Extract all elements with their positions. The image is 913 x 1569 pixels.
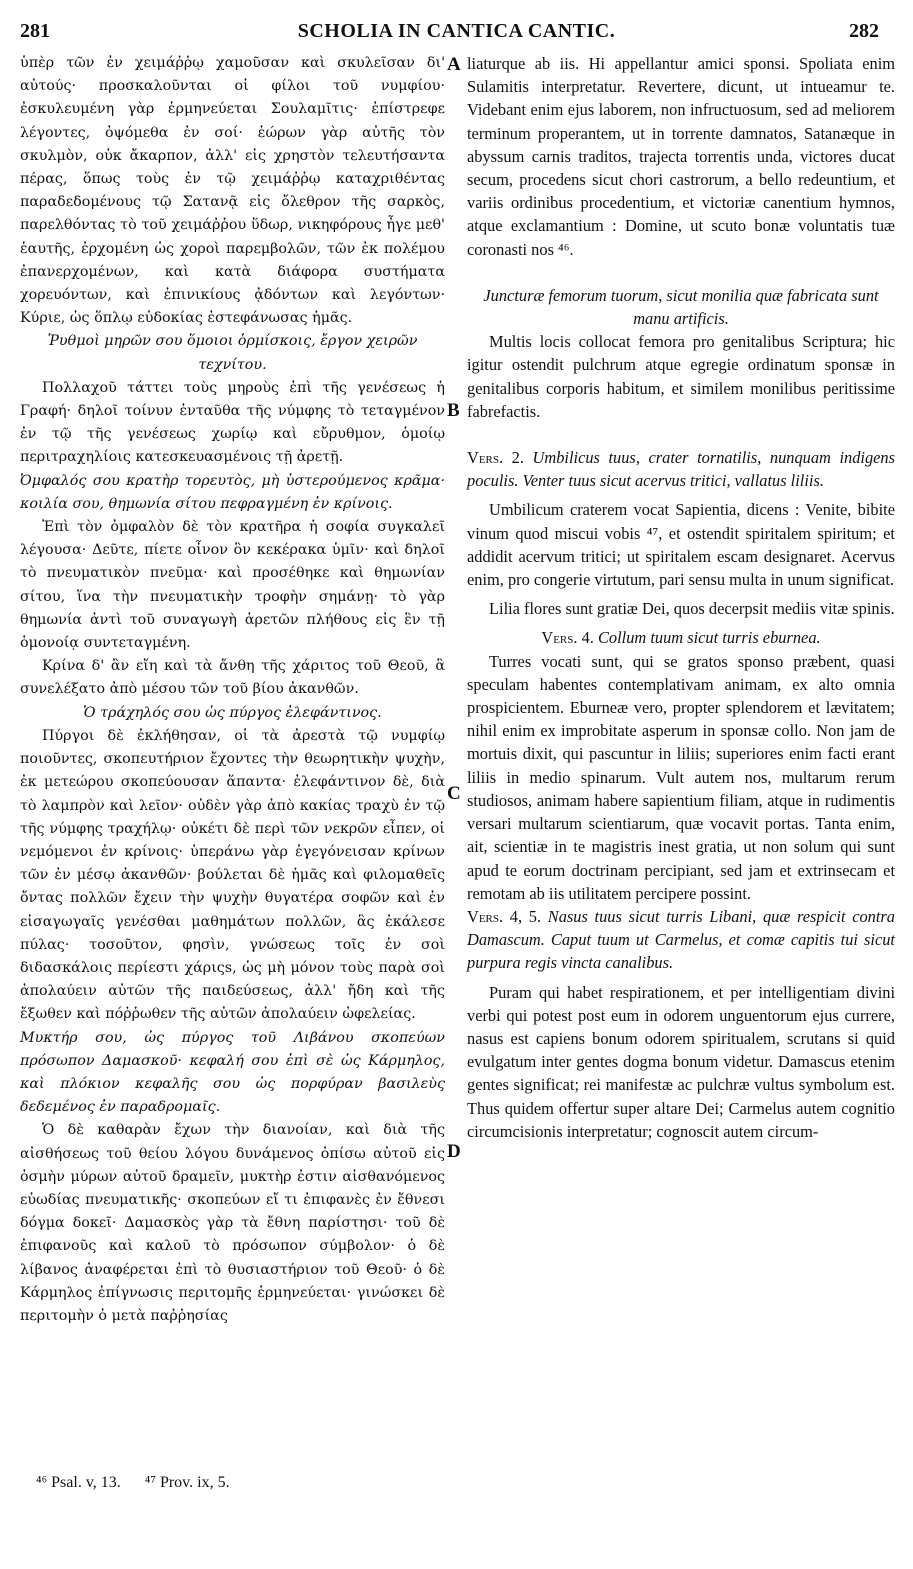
verse-heading bbox=[467, 905, 895, 975]
latin-paragraph: Turres vocati sunt, qui se gratos sponso præbent, quasi speculam habentes contemplativam animam, ex alto omnia prospicientem. Eburneæ vero, propter splendorem et lævitatem; nihil enim ex improbitate asperum in sponsæ collo. Non jam de mortuis dixit, qui pascuntur in liliis; superiores enim facti erant liliis in medio spinarum. Vult autem nos, multarum rerum studiosos, animam habere sapientium filiam, atque in rudimentis versari multarum scientiarum, quæ vocavit portas. Tanta enim, ait, scientiæ in te magistris inest gratia, ut non solum qui sunt apud te eorum doctrinam percipiant, sed jam et extrinsecam et remotam ab iis utilitatem percipere possint. bbox=[467, 651, 895, 903]
section-marker-b: B bbox=[447, 400, 460, 421]
verse-heading bbox=[467, 446, 895, 492]
section-marker-a: A bbox=[447, 54, 461, 75]
footnotes bbox=[36, 1474, 250, 1492]
latin-paragraph: Multis locis collocat femora pro genitalibus Scriptura; hic igitur ostendit pulchrum atque egregie ordinatum sponsæ in genitalibus corporis habitum, et similem monilibus peritissime fabrefactis. bbox=[467, 332, 895, 421]
greek-column bbox=[20, 52, 445, 1328]
page-number-left: 281 bbox=[20, 20, 50, 42]
verse-text: Nasus tuus sicut turris Libani, quæ respicit contra Damascum. Caput tuum ut Carmelus, et comæ capitis tui sicut purpura regis vincta canalibus. bbox=[467, 906, 895, 973]
greek-paragraph: Πύργοι δὲ ἐκλήθησαν, οἱ τὰ ἀρεστὰ τῷ νυμφίῳ ποιοῦντες, σκοπευτήριον ἔχοντες τὴν θεωρητικὴν ψυχὴν, ἐκ μετεώρου σκοπεύουσαν ἅπαντα· ἐλεφάντινον δὲ, διὰ τὸ λαμπρὸν καὶ λεῖον· οὐδὲν γὰρ ἀπὸ κακίας τραχὺ ἐν τῷ τῆς νύμφης τραχήλῳ· οὐκέτι δὲ περὶ τῶν νεκρῶν εἶπεν, οἱ νεμόμενοι ἐν κρίνοις· ὑπεράνω γὰρ ἐγεγόνεισαν κρίνων τῶν ἐν μέσῳ ἀκανθῶν· βούλεται δὲ ἡμᾶς καὶ φιλομαθεῖς ὄντας πολλῶν ἔχειν τὴν ψυχὴν θυγατέρα σοφῶν καὶ ἐν εἰσαγωγαῖς γενέσθαι μαθημάτων πολλῶν, ἃς ἐκάλεσε πύλας· τοσοῦτον, φησὶν, γνώσεως τοῖς ἐν σοὶ διδασκάλοις περίεστι χάριςs, ὡς μὴ μόνον τοὺς παρὰ σοὶ ἀπολαύειν αὐτῶν τῆς παιδεύσεως, ἀλλ' ἤδη καὶ τῆς ἔξωθεν καὶ πόῤῥωθεν τῆς αὐτῶν ἀπολαύειν ὠφελείας. bbox=[20, 727, 445, 1023]
footnote-46: ⁴⁶ Psal. v, 13. bbox=[36, 1474, 121, 1491]
page-number-right: 282 bbox=[849, 20, 879, 42]
latin-lemma: Juncturæ femorum tuorum, sicut monilia quæ fabricata sunt manu artificis. bbox=[483, 285, 879, 329]
latin-column bbox=[467, 52, 895, 1143]
latin-paragraph: Puram qui habet respirationem, et per intelligentiam divini verbi qui potest post eum in odorem unguentorum ejus currere, nasus est capiens bonum odorem spiritualem, scrutans si quid evulgatum inter gentes dogma bonum videtur. Damascus etenim gentes significat; rei manifestæ ac pulchræ vultus symbolum est. Thus quidem offertur super altare Dei; Carmelus autem cognitio circumcisionis interpretatur; cognoscit autem circum- bbox=[467, 982, 895, 1141]
latin-paragraph: Umbilicum craterem vocat Sapientia, dicens : Venite, bibite vinum quod miscui vobis ⁴⁷, et ostendit spiritalem spiritum; et addidit acervum tritici; ut spiritalem escam designaret. Acervus enim, pro congerie virtutum, pari sensu multa in unum significat. bbox=[467, 500, 895, 590]
greek-paragraph: Πολλαχοῦ τάττει τοὺς μηροὺς ἐπὶ τῆς γενέσεως ἡ Γραφή· δηλοῖ τοίνυν ἐνταῦθα τῆς νύμφης τὸ τεταγμένον ἐν τῷ τῆς γενέσεως χωρίῳ καὶ εὔρυθμον, ὁμοίῳ περιτραχηλίοις κατεσκευασμένοις τῇ ἀρετῇ. bbox=[20, 379, 445, 466]
latin-paragraph: Lilia flores sunt gratiæ Dei, quos decerpsit mediis vitæ spinis. bbox=[489, 599, 895, 619]
spacer bbox=[467, 423, 895, 446]
verse-heading bbox=[467, 626, 895, 649]
greek-lemma: Ὀμφαλός σου κρατὴρ τορευτὸς, μὴ ὑστερούμενος κρᾶμα· κοιλία σου, θημωνία σίτου πεφραγμένη ἐν κρίνοις. bbox=[20, 472, 445, 512]
footnote-47: ⁴⁷ Prov. ix, 5. bbox=[144, 1474, 230, 1491]
greek-lemma: Μυκτήρ σου, ὡς πύργος τοῦ Λιβάνου σκοπεύων πρόσωπον Δαμασκοῦ· κεφαλή σου ἐπὶ σὲ ὡς Κάρμηλος, καὶ πλόκιον κεφαλῆς σου ὡς πορφύραν βασιλεὺς δεδεμένος ἐν παραδρομαῖς. bbox=[20, 1029, 445, 1116]
running-title: SCHOLIA IN CANTICA CANTIC. bbox=[297, 20, 616, 42]
greek-paragraph: Ἐπὶ τὸν ὀμφαλὸν δὲ τὸν κρατῆρα ἡ σοφία συγκαλεῖ λέγουσα· Δεῦτε, πίετε οἶνον ὃν κεκέρακα ὑμῖν· καὶ δηλοῖ τὸ πνευματικὸν πνεῦμα· καὶ προσέθηκε καὶ θημωνίαν σίτου, ἵνα τὴν πνευματικὴν τροφὴν σημάνῃ· τὸ γὰρ θημωνία ἀντὶ τοῦ συναγωγὴ ἀρετῶν πλήθους εἰς ἓν τῇ ὁμονοίᾳ συντεταγμένη. bbox=[20, 519, 445, 652]
verse-text: Umbilicus tuus, crater tornatilis, nunquam indigens poculis. Venter tuus sicut acervus tritici, vallatus liliis. bbox=[467, 448, 895, 491]
greek-paragraph: Κρίνα δ' ἂν εἴη καὶ τὰ ἄνθη τῆς χάριτος τοῦ Θεοῦ, ἃ συνελέξατο ἀπὸ μέσου τῶν τοῦ βίου ἀκανθῶν. bbox=[20, 658, 445, 698]
greek-paragraph: Ὁ δὲ καθαρὰν ἔχων τὴν διανοίαν, καὶ διὰ τῆς αἰσθήσεως τοῦ θείου λόγου δυνάμενος ὀπίσω αὐτοῦ εἰς ὀσμὴν μύρων αὐτοῦ δραμεῖν, μυκτὴρ ἐστιν αἰσθανόμενος εὐωδίας πνευματικῆς· σκοπεύων εἴ τι ἐπιφανὲς ἐν ἔθνεσι δόγμα δοκεῖ· Δαμασκὸς γὰρ τὰ ἔθνη παρίστησι· τοῦ δὲ ἐπιφανοῦς καὶ καλοῦ τὸ πρόσωπον σύμβολον· ὁ δὲ λίβανος ἀναφέρεται ἐπὶ τὸ θυσιαστήριον τοῦ Θεοῦ· ὁ δὲ Κάρμηλος ἐπίγνωσις περιτομῆς ἑρμηνεύεται· γινώσκει δὲ περιτομὴν ὁ μετὰ παῤῥησίας bbox=[20, 1122, 445, 1324]
section-marker-c: C bbox=[447, 783, 461, 804]
latin-paragraph: liaturque ab iis. Hi appellantur amici sponsi. Spoliata enim Sulamitis interpretatur. Revertere, dicunt, ut intueamur te. Videbant enim ejus laborem, non infructuosum, sed ad meliorem terminum properantem, ut in torrente damnatos, Satanæque in abyssum carnis traditos, trajecta torrentis unda, victores ducat secum, procedens sicut chori castrorum, a bello redeuntium, et variis ordinibus procedentium, et victoriæ canentium hymnos, atque exclamantium : Domine, ut scuto bonæ voluntatis tuæ coronasti nos ⁴⁶. bbox=[467, 54, 895, 259]
greek-paragraph: ὑπὲρ τῶν ἐν χειμάῤῥῳ χαμοῦσαν καὶ σκυλεῖσαν δι' αὐτούς· προσκαλοῦνται οἱ φίλοι τοῦ νυμφίου· ἐσκυλευμένη γὰρ ἑρμηνεύεται Σουλαμῖτις· ἐπίστρεφε λέγοντες, ὀψόμεθα ἐν σοί· ἑώρων γὰρ αὐτῆς τὸν σκυλμὸν, οὐκ ἄκαρπον, ἀλλ' εἰς χρηστὸν τελευτήσαντα πέρας, ὅπως τοὺς ἐν τῷ χειμάῤῥῳ καταχριθέντας παραδεδομένους τῷ Σατανᾷ εἰς ὄλεθρον τῆς σαρκὸς, παρελθόντας τὸ τοῦ χειμάῤῥου ὕδωρ, νικηφόρους ἦγε μεθ' ἑαυτῆς, ἐρχομένη ὡς χοροὶ παρεμβολῶν, τῶν ἐκ πολέμου ἐπανερχομένων, καὶ κατὰ διάφορα συστήματα χορευόντων, καὶ ἐπινικίους ᾀδόντων καὶ λεγόντων· Κύριε, ὡς ὅπλῳ εὐδοκίας ἐστεφάνωσας ἡμᾶς. bbox=[20, 55, 445, 327]
verse-label: Vers. 4. bbox=[541, 628, 594, 648]
running-header bbox=[0, 14, 913, 48]
section-marker-d: D bbox=[447, 1141, 461, 1162]
verse-label: Vers. 4, 5. bbox=[467, 906, 542, 926]
greek-lemma: Ῥυθμοὶ μηρῶν σου ὅμοιοι ὁρμίσκοις, ἔργον χειρῶν τεχνίτου. bbox=[47, 333, 418, 373]
verse-label: Vers. 2. bbox=[467, 448, 524, 468]
verse-text: Collum tuum sicut turris eburnea. bbox=[597, 628, 821, 648]
spacer bbox=[467, 261, 895, 284]
greek-lemma: Ὁ τράχηλός σου ὡς πύργος ἐλεφάντινος. bbox=[83, 704, 382, 721]
